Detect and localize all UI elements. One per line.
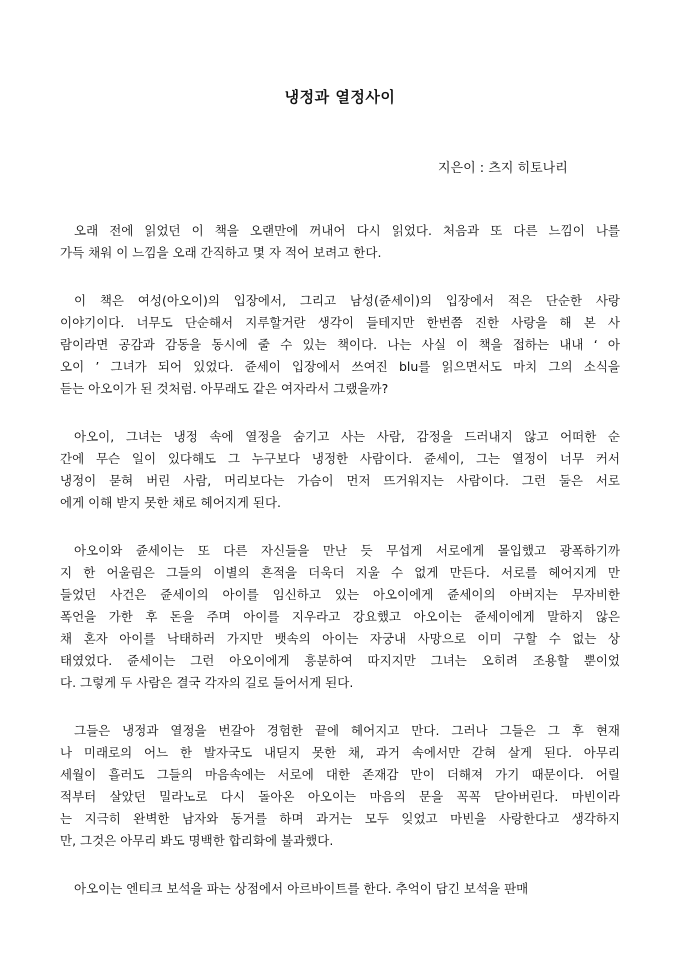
text-line: 이야기이다. 너무도 단순해서 지루할거란 생각이 들테지만 한번쯤 진한 사랑을 해 본 사 (60, 315, 620, 330)
text-line: 만, 그것은 아무리 봐도 명백한 합리화에 불과했다. (60, 833, 334, 848)
paragraph (60, 290, 620, 400)
text-line: 태였었다. 쥰세이는 그런 아오이에게 흥분하여 따지지만 그녀는 오히려 조용할 뿐이었 (60, 653, 620, 668)
text-line: 이 책은 여성(아오이)의 입장에서, 그리고 남성(쥰세이)의 입장에서 적은 단순한 사랑 (74, 293, 620, 308)
text-line: 아오이는 엔티크 보석을 파는 상점에서 아르바이트를 한다. 추억이 담긴 보석을 판매 (74, 881, 529, 896)
text-line: 오이 ’ 그녀가 되어 있었다. 쥰세이 입장에서 쓰여진 blu를 읽으면서도 마치 그의 소식을 (60, 359, 620, 374)
text-line: 다. 그렇게 두 사람은 결국 각자의 길로 들어서게 된다. (60, 675, 354, 690)
text-line: 나 미래로의 어느 한 발자국도 내딛지 못한 채, 과거 속에서만 갇혀 살게 된다. 아무리 (60, 745, 620, 760)
document-body (60, 220, 620, 926)
text-line: 듣는 아오이가 된 것처럼. 아무래도 같은 여자라서 그랬을까? (60, 381, 389, 396)
document-title: 냉정과 열정사이 (284, 88, 396, 106)
paragraph (60, 720, 620, 852)
author-line: 지은이 : 츠지 히토나리 (438, 161, 568, 176)
paragraph (60, 220, 620, 264)
text-line: 에게 이해 받지 못한 채로 헤어지게 된다. (60, 495, 282, 510)
text-line: 지 한 어울림은 그들의 이별의 흔적을 더욱더 지울 수 없게 만든다. 서로를 헤어지게 만 (60, 565, 620, 580)
text-line: 적부터 살았던 밀라노로 다시 돌아온 아오이는 마음의 문을 꼭꼭 닫아버린다. 마빈이라 (60, 789, 620, 804)
text-line: 간에 무슨 일이 있다해도 그 누구보다 냉정한 사람이다. 쥰세이, 그는 열정이 너무 커서 (60, 451, 620, 466)
text-line: 람이라면 공감과 감동을 동시에 줄 수 있는 책이다. 나는 사실 이 책을 접하는 내내 ‘ 아 (60, 337, 620, 352)
text-line: 채 혼자 아이를 낙태하러 가지만 뱃속의 아이는 자궁내 사망으로 이미 구할 수 없는 상 (60, 631, 620, 646)
paragraph (60, 540, 620, 694)
text-line: 들었던 사건은 쥰세이의 아이를 임신하고 있는 아오이에게 쥰세이의 아버지는 무자비한 (60, 587, 620, 602)
text-line: 아오이, 그녀는 냉정 속에 열정을 숨기고 사는 사람, 감정을 드러내지 않고 어떠한 순 (74, 429, 620, 444)
text-line: 는 지극히 완벽한 남자와 동거를 하며 과거는 모두 잊었고 마빈을 사랑한다고 생각하지 (60, 811, 620, 826)
text-line: 그들은 냉정과 열정을 번갈아 경험한 끝에 헤어지고 만다. 그러나 그들은 그 후 현재 (74, 723, 620, 738)
paragraph (60, 878, 620, 900)
text-line: 오래 전에 읽었던 이 책을 오랜만에 꺼내어 다시 읽었다. 처음과 또 다른 느낌이 나를 (74, 223, 620, 238)
text-line: 가득 채워 이 느낌을 오래 간직하고 몇 자 적어 보려고 한다. (60, 245, 382, 260)
text-line: 세월이 흘러도 그들의 마음속에는 서로에 대한 존재감 만이 더해져 가기 때문이다. 어릴 (60, 767, 620, 782)
paragraph (60, 426, 620, 514)
text-line: 아오이와 쥰세이는 또 다른 자신들을 만난 듯 무섭게 서로에게 몰입했고 광폭하기까 (74, 543, 620, 558)
text-line: 폭언을 가한 후 돈을 주며 아이를 지우라고 강요했고 아오이는 쥰세이에게 말하지 않은 (60, 609, 620, 624)
text-line: 냉정이 묻혀 버린 사람, 머리보다는 가슴이 먼저 뜨거워지는 사람이다. 그런 둘은 서로 (60, 473, 620, 488)
